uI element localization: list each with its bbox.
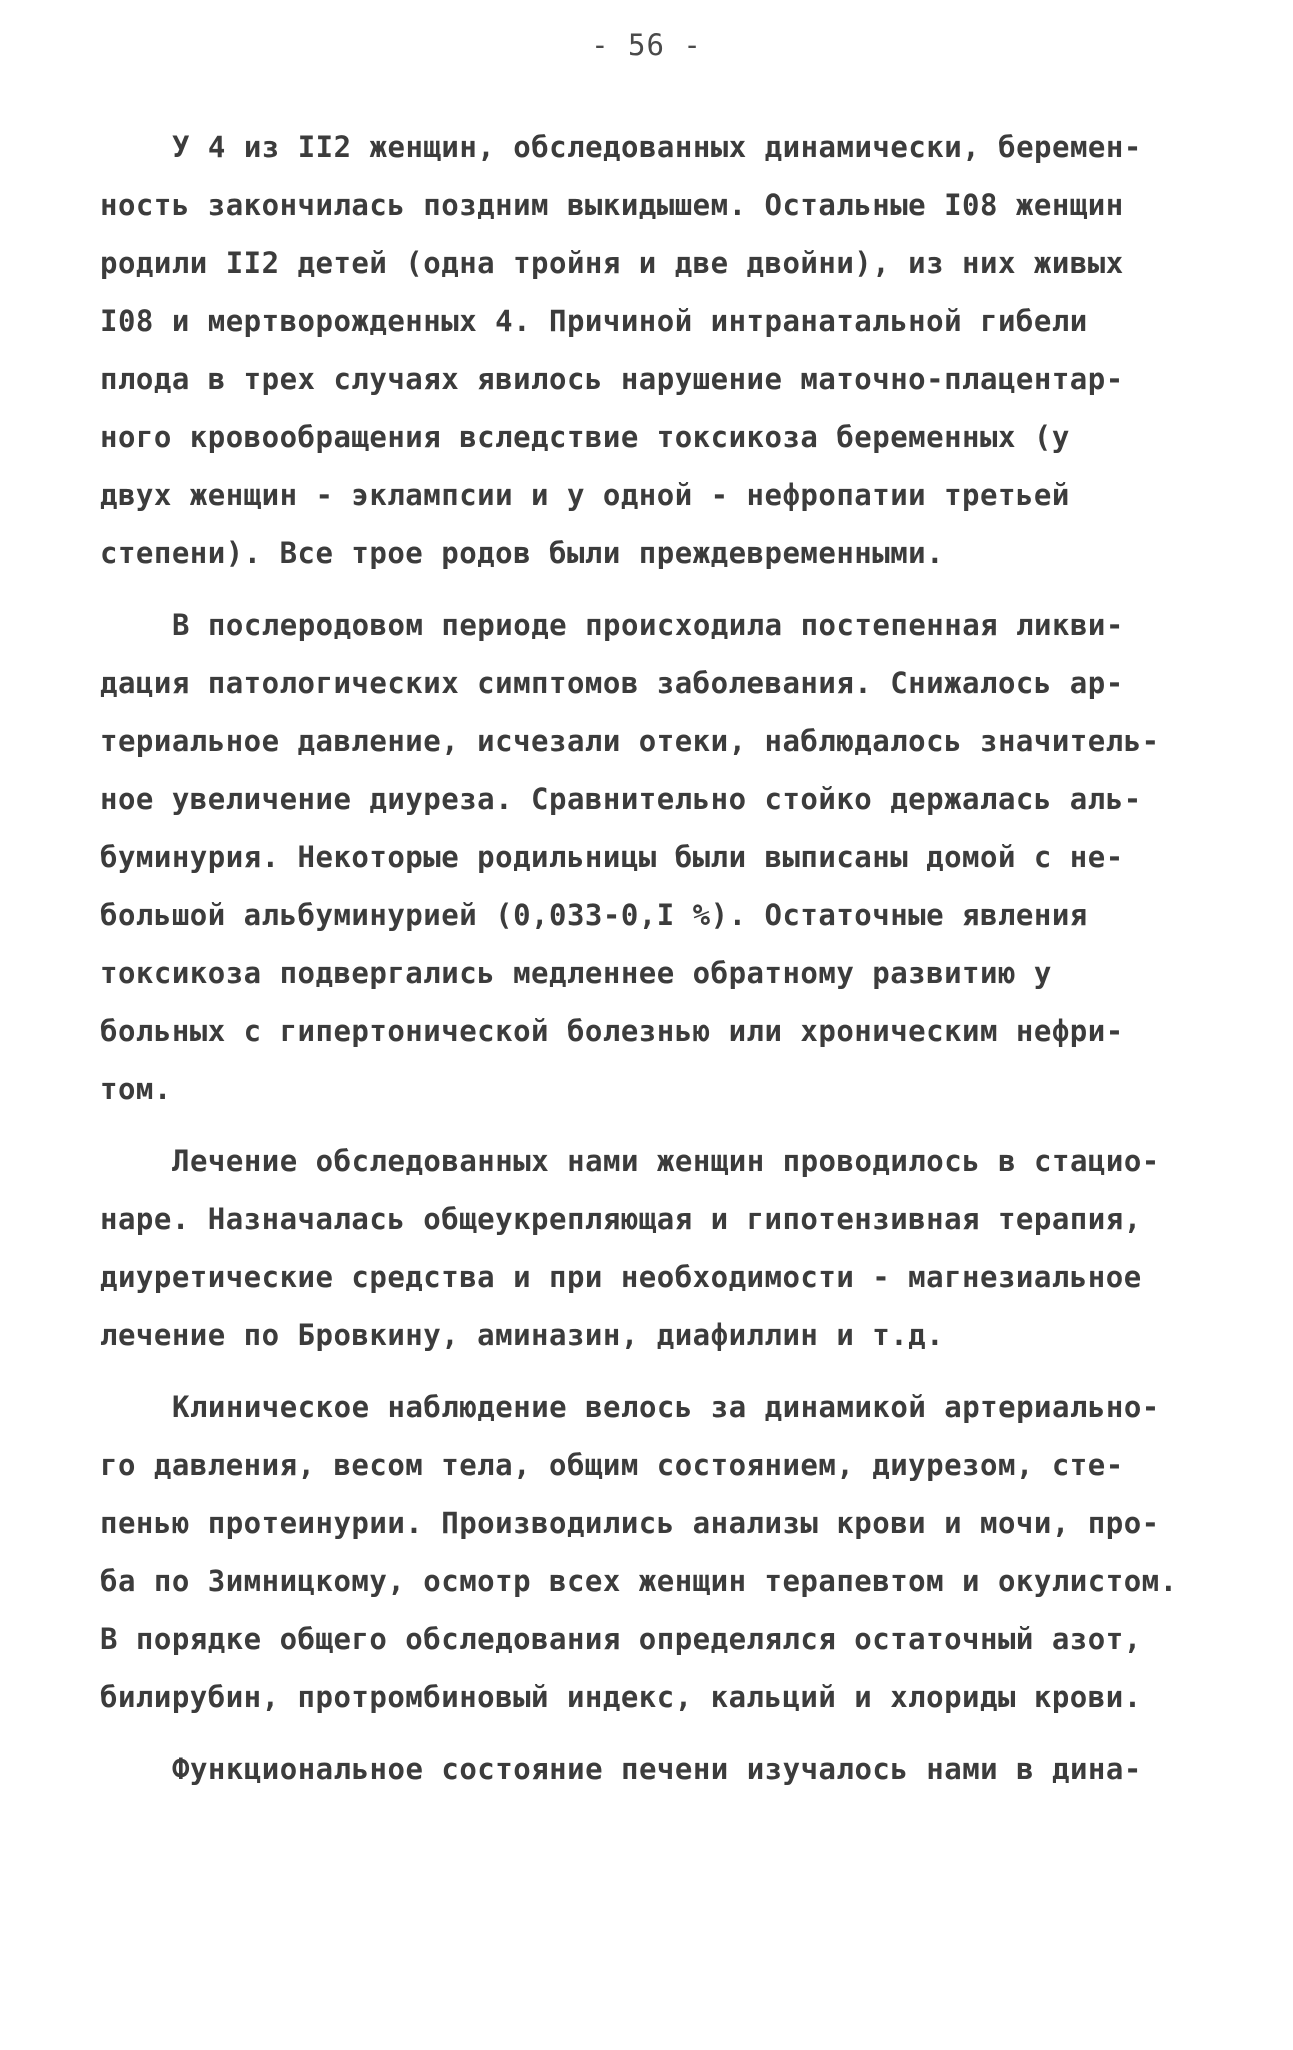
paragraph [100,1740,1210,1798]
text-line: наре. Назначалась общеукрепляющая и гипотензивная терапия, [100,1202,1142,1236]
paragraph [100,118,1210,582]
paragraph [100,1378,1210,1726]
text-line: В порядке общего обследования определялся остаточный азот, [100,1622,1142,1656]
text-line: плода в трех случаях явилось нарушение маточно-плацентар- [100,362,1124,396]
text-line: двух женщин - эклампсии и у одной - нефропатии третьей [100,478,1070,512]
text-line: ного кровообращения вследствие токсикоза беременных (у [100,420,1070,454]
text-line: дация патологических симптомов заболевания. Снижалось ар- [100,666,1124,700]
text-line: ное увеличение диуреза. Сравнительно стойко держалась аль- [100,782,1142,816]
text-line: Функциональное состояние печени изучалось нами в дина- [172,1752,1142,1786]
page-number: - 56 - [591,28,702,62]
text-line: лечение по Бровкину, аминазин, диафиллин и т.д. [100,1318,945,1352]
text-line: ность закончилась поздним выкидышем. Остальные I08 женщин [100,188,1124,222]
text-line: диуретические средства и при необходимости - магнезиальное [100,1260,1142,1294]
text-line: ба по Зимницкому, осмотр всех женщин терапевтом и окулистом. [100,1564,1178,1598]
text-line: Клиническое наблюдение велось за динамикой артериально- [172,1390,1160,1424]
text-line: пенью протеинурии. Производились анализы крови и мочи, про- [100,1506,1160,1540]
text-line: Лечение обследованных нами женщин проводилось в стацио- [172,1144,1160,1178]
text-line: В послеродовом периоде происходила постепенная ликви- [172,608,1124,642]
text-line: териальное давление, исчезали отеки, наблюдалось значитель- [100,724,1160,758]
text-line: токсикоза подвергались медленнее обратному развитию у [100,956,1052,990]
text-line: билирубин, протромбиновый индекс, кальций и хлориды крови. [100,1680,1142,1714]
body-text [100,118,1210,1812]
text-line: большой альбуминурией (0,033-0,I %). Остаточные явления [100,898,1088,932]
text-line: том. [100,1072,172,1106]
text-line: больных с гипертонической болезнью или хроническим нефри- [100,1014,1124,1048]
text-line: степени). Все трое родов были преждевременными. [100,536,945,570]
text-line: го давления, весом тела, общим состоянием, диурезом, сте- [100,1448,1124,1482]
text-line: буминурия. Некоторые родильницы были выписаны домой с не- [100,840,1124,874]
text-line: I08 и мертворожденных 4. Причиной интранатальной гибели [100,304,1088,338]
paragraph [100,1132,1210,1364]
paragraph [100,596,1210,1118]
text-line: У 4 из II2 женщин, обследованных динамически, беремен- [172,130,1142,164]
text-line: родили II2 детей (одна тройня и две двойни), из них живых [100,246,1124,280]
